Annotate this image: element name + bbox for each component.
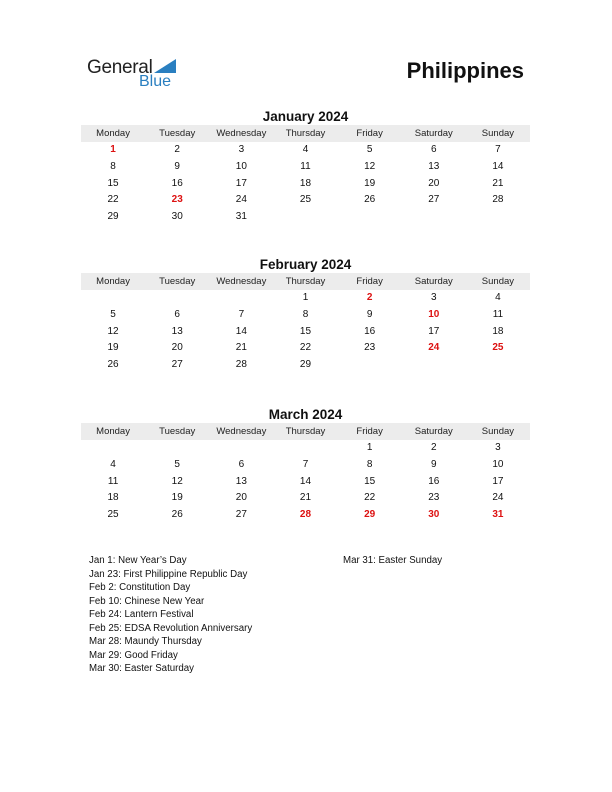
day-cell: 12 xyxy=(107,325,119,337)
weekday-label: Friday xyxy=(356,276,383,287)
day-cell: 13 xyxy=(235,475,247,487)
day-cell: 21 xyxy=(492,177,504,189)
holiday-item: Jan 23: First Philippine Republic Day xyxy=(89,568,248,580)
week-row xyxy=(81,340,530,357)
day-cell: 28 xyxy=(299,509,312,521)
day-cell: 6 xyxy=(430,144,437,155)
day-cell: 29 xyxy=(107,211,119,223)
day-cell: 13 xyxy=(428,160,440,172)
day-cell: 15 xyxy=(299,325,312,337)
day-cell: 27 xyxy=(235,509,247,521)
day-cell: 15 xyxy=(364,475,376,487)
day-cell: 14 xyxy=(299,475,312,487)
day-cell: 30 xyxy=(428,509,440,521)
week-row xyxy=(81,307,530,324)
day-cell: 21 xyxy=(235,342,247,354)
week-row xyxy=(81,209,530,226)
weekday-label: Saturday xyxy=(414,128,453,139)
weekday-label: Thursday xyxy=(285,128,326,139)
holiday-list-right xyxy=(343,554,442,568)
day-cell: 3 xyxy=(238,144,245,155)
day-cell: 9 xyxy=(430,458,437,470)
day-cell: 1 xyxy=(110,144,116,155)
day-cell: 17 xyxy=(428,325,440,337)
day-cell: 4 xyxy=(302,144,309,155)
week-row xyxy=(81,457,530,474)
month-calendar xyxy=(81,406,530,524)
day-cell xyxy=(209,440,273,457)
day-cell: 6 xyxy=(238,458,245,470)
month-calendar xyxy=(81,108,530,226)
day-cell: 22 xyxy=(364,492,376,504)
country-title: Philippines xyxy=(406,58,524,83)
day-cell xyxy=(81,290,145,307)
day-cell: 27 xyxy=(171,359,183,371)
holiday-item: Feb 2: Constitution Day xyxy=(89,582,191,593)
day-cell: 10 xyxy=(235,160,247,172)
day-cell: 19 xyxy=(171,492,183,504)
weekday-label: Thursday xyxy=(285,426,326,437)
day-cell: 23 xyxy=(428,492,440,504)
day-cell: 2 xyxy=(366,292,373,303)
month-title: January 2024 xyxy=(262,109,349,124)
day-cell: 8 xyxy=(302,308,309,320)
week-row xyxy=(81,490,530,507)
holiday-item: Mar 30: Easter Saturday xyxy=(89,663,194,674)
weekday-label: Tuesday xyxy=(159,426,196,437)
day-cell: 1 xyxy=(366,442,373,453)
day-cell: 28 xyxy=(492,194,504,206)
day-cell: 16 xyxy=(428,475,440,487)
weekday-label: Sunday xyxy=(481,128,515,139)
day-cell xyxy=(209,290,273,307)
week-row xyxy=(81,192,530,209)
day-cell: 25 xyxy=(492,342,504,354)
day-cell: 14 xyxy=(235,325,247,337)
day-cell: 3 xyxy=(430,292,437,303)
day-cell: 8 xyxy=(110,160,116,172)
day-cell: 18 xyxy=(107,492,119,504)
weekday-label: Wednesday xyxy=(216,128,267,139)
day-cell xyxy=(145,440,209,457)
holiday-item: Feb 25: EDSA Revolution Anniversary xyxy=(89,622,253,634)
week-row xyxy=(81,474,530,491)
day-cell: 15 xyxy=(107,177,119,189)
logo-general-text: General xyxy=(87,57,153,78)
day-cell: 31 xyxy=(492,509,504,521)
weekday-label: Tuesday xyxy=(159,276,196,287)
day-cell: 20 xyxy=(171,342,183,354)
weekday-label: Saturday xyxy=(414,276,453,287)
day-cell: 7 xyxy=(495,144,501,155)
day-cell: 30 xyxy=(171,211,183,223)
day-cell: 10 xyxy=(492,458,504,470)
day-cell: 26 xyxy=(107,359,119,371)
day-cell: 5 xyxy=(174,458,180,470)
day-cell: 19 xyxy=(107,342,119,354)
day-cell: 12 xyxy=(171,475,183,487)
day-cell: 26 xyxy=(171,509,183,521)
week-row xyxy=(81,142,530,159)
week-row xyxy=(81,290,530,307)
day-cell xyxy=(273,440,337,457)
day-cell: 25 xyxy=(299,194,312,206)
day-cell: 11 xyxy=(492,308,504,320)
day-cell: 5 xyxy=(110,308,116,320)
day-cell: 2 xyxy=(430,442,437,453)
weekday-label: Thursday xyxy=(285,276,326,287)
weekday-label: Wednesday xyxy=(216,276,267,287)
day-cell xyxy=(402,209,466,226)
week-row xyxy=(81,176,530,193)
month-title: February 2024 xyxy=(259,257,352,272)
day-cell: 1 xyxy=(302,292,309,303)
day-cell: 9 xyxy=(174,160,180,172)
weekday-label: Sunday xyxy=(481,426,515,437)
day-cell: 28 xyxy=(235,359,247,371)
day-cell: 16 xyxy=(171,177,183,189)
holiday-item: Mar 29: Good Friday xyxy=(89,649,178,661)
holiday-item: Feb 24: Lantern Festival xyxy=(89,609,194,620)
day-cell: 26 xyxy=(364,194,376,206)
day-cell: 20 xyxy=(235,492,247,504)
day-cell: 10 xyxy=(428,308,440,320)
day-cell: 14 xyxy=(492,160,504,172)
day-cell: 16 xyxy=(364,325,376,337)
day-cell: 17 xyxy=(235,177,247,189)
day-cell: 27 xyxy=(428,194,440,206)
day-cell: 22 xyxy=(107,194,119,206)
day-cell: 19 xyxy=(364,177,376,189)
weekday-label: Friday xyxy=(356,128,383,139)
day-cell: 24 xyxy=(428,342,440,354)
weekday-label: Monday xyxy=(96,426,130,437)
day-cell: 23 xyxy=(171,194,183,206)
day-cell: 7 xyxy=(238,308,245,320)
month-calendar xyxy=(81,256,530,374)
holiday-item: Feb 10: Chinese New Year xyxy=(89,595,205,607)
day-cell: 4 xyxy=(495,292,501,303)
day-cell: 22 xyxy=(299,342,312,354)
day-cell: 25 xyxy=(107,509,119,521)
week-row xyxy=(81,440,530,457)
holiday-item: Mar 31: Easter Sunday xyxy=(343,555,443,566)
day-cell xyxy=(402,357,466,374)
day-cell: 17 xyxy=(492,475,504,487)
holiday-list-left xyxy=(89,554,252,676)
weekday-label: Friday xyxy=(356,426,383,437)
logo-triangle-icon xyxy=(154,59,176,73)
weekday-label: Saturday xyxy=(414,426,453,437)
day-cell: 29 xyxy=(364,509,376,521)
day-cell: 18 xyxy=(299,177,312,189)
day-cell: 3 xyxy=(495,442,501,453)
day-cell xyxy=(273,209,337,226)
weekday-label: Monday xyxy=(96,276,130,287)
day-cell: 11 xyxy=(107,475,119,487)
day-cell xyxy=(466,357,530,374)
weekday-label: Tuesday xyxy=(159,128,196,139)
week-row xyxy=(81,507,530,524)
day-cell xyxy=(466,209,530,226)
day-cell: 24 xyxy=(492,492,504,504)
weekday-header xyxy=(81,423,530,440)
day-cell xyxy=(145,290,209,307)
logo-blue-text: Blue xyxy=(139,73,172,90)
day-cell: 6 xyxy=(174,308,180,320)
day-cell: 23 xyxy=(364,342,376,354)
day-cell: 7 xyxy=(302,458,309,470)
week-row xyxy=(81,324,530,341)
day-cell: 12 xyxy=(364,160,376,172)
day-cell: 2 xyxy=(174,144,180,155)
holiday-item: Jan 1: New Year’s Day xyxy=(89,555,187,566)
day-cell: 31 xyxy=(235,211,247,223)
day-cell xyxy=(338,357,402,374)
day-cell: 18 xyxy=(492,325,504,337)
holiday-item: Mar 28: Maundy Thursday xyxy=(89,636,202,647)
day-cell: 11 xyxy=(300,160,311,172)
weekday-label: Monday xyxy=(96,128,130,139)
day-cell xyxy=(338,209,402,226)
day-cell xyxy=(81,440,145,457)
weekday-label: Sunday xyxy=(481,276,515,287)
day-cell: 4 xyxy=(110,458,116,470)
day-cell: 8 xyxy=(366,458,373,470)
weekday-header xyxy=(81,273,530,290)
weekday-label: Wednesday xyxy=(216,426,267,437)
day-cell: 21 xyxy=(299,492,312,504)
day-cell: 20 xyxy=(428,177,440,189)
generalblue-logo xyxy=(87,55,187,95)
week-row xyxy=(81,159,530,176)
day-cell: 5 xyxy=(366,144,373,155)
day-cell: 24 xyxy=(235,194,247,206)
day-cell: 13 xyxy=(171,325,183,337)
weekday-header xyxy=(81,125,530,142)
day-cell: 9 xyxy=(366,308,373,320)
day-cell: 29 xyxy=(299,359,312,371)
week-row xyxy=(81,357,530,374)
month-title: March 2024 xyxy=(268,407,343,422)
